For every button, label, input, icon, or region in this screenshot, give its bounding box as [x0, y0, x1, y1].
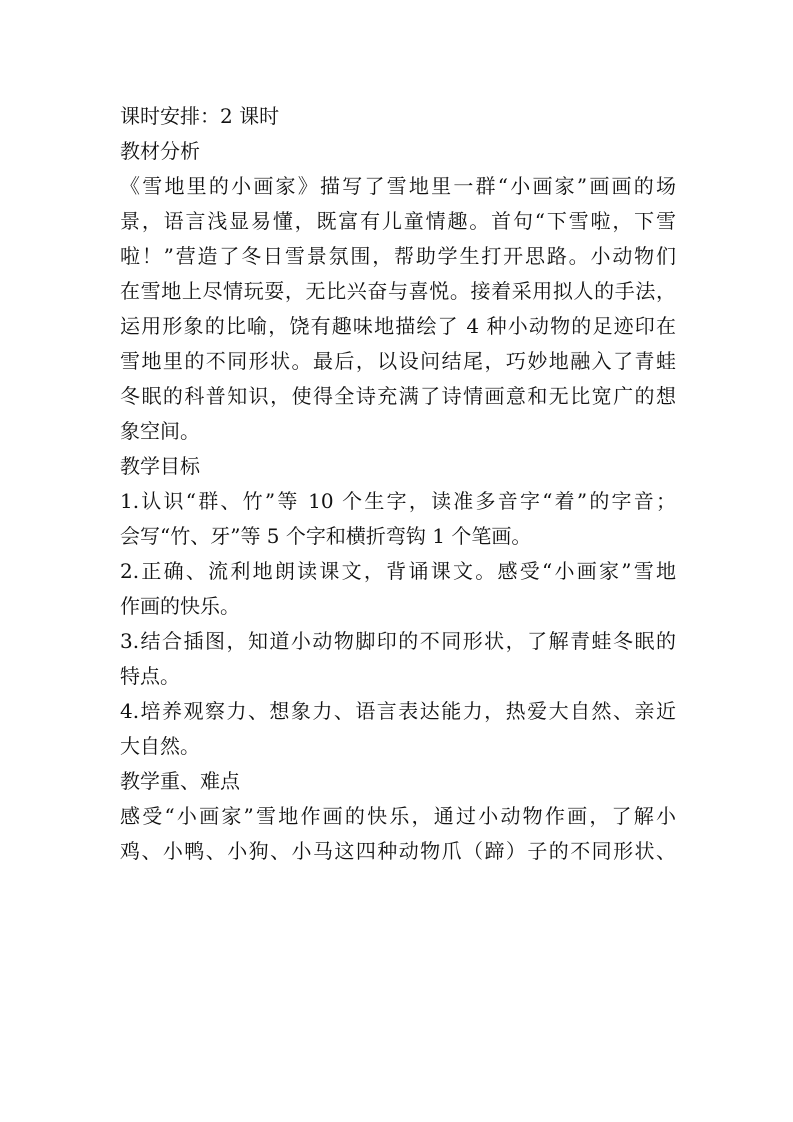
keypoints-line: 鸡、小鸭、小狗、小马这四种动物爪（蹄）子的不同形状、 — [120, 839, 676, 863]
keypoints-heading: 教学重、难点 — [120, 769, 240, 793]
analysis-line: 雪地里的不同形状。最后，以设问结尾，巧妙地融入了青蛙 — [120, 349, 676, 373]
analysis-line: 《雪地里的小画家》描写了雪地里一群“小画家”画画的场 — [120, 174, 676, 198]
goal-item-1-line: 1.认识“群、竹”等 10 个生字，读准多音字“着”的字音； — [120, 489, 676, 513]
goal-item-1-line: 会写“竹、牙”等 5 个字和横折弯钩 1 个笔画。 — [120, 524, 532, 548]
analysis-line: 象空间。 — [120, 419, 200, 443]
goals-heading: 教学目标 — [120, 454, 200, 478]
goal-item-2-line: 2.正确、流利地朗读课文，背诵课文。感受“小画家”雪地 — [120, 559, 676, 583]
goal-item-3-line: 特点。 — [120, 664, 180, 688]
document-body — [120, 99, 676, 869]
analysis-heading: 教材分析 — [120, 139, 200, 163]
analysis-line: 啦！”营造了冬日雪景氛围，帮助学生打开思路。小动物们 — [120, 244, 676, 268]
goal-item-4-line: 大自然。 — [120, 734, 200, 758]
analysis-line: 景，语言浅显易懂，既富有儿童情趣。首句“下雪啦，下雪 — [120, 209, 676, 233]
schedule-line: 课时安排：2 课时 — [120, 104, 280, 128]
analysis-line: 冬眠的科普知识，使得全诗充满了诗情画意和无比宽广的想 — [120, 384, 676, 408]
goal-item-3-line: 3.结合插图，知道小动物脚印的不同形状，了解青蛙冬眠的 — [120, 629, 676, 653]
goal-item-4-line: 4.培养观察力、想象力、语言表达能力，热爱大自然、亲近 — [120, 699, 676, 723]
keypoints-line: 感受“小画家”雪地作画的快乐，通过小动物作画，了解小 — [120, 804, 676, 828]
analysis-line: 在雪地上尽情玩耍，无比兴奋与喜悦。接着采用拟人的手法， — [120, 279, 676, 303]
goal-item-2-line: 作画的快乐。 — [120, 594, 240, 618]
analysis-line: 运用形象的比喻，饶有趣味地描绘了 4 种小动物的足迹印在 — [120, 314, 676, 338]
